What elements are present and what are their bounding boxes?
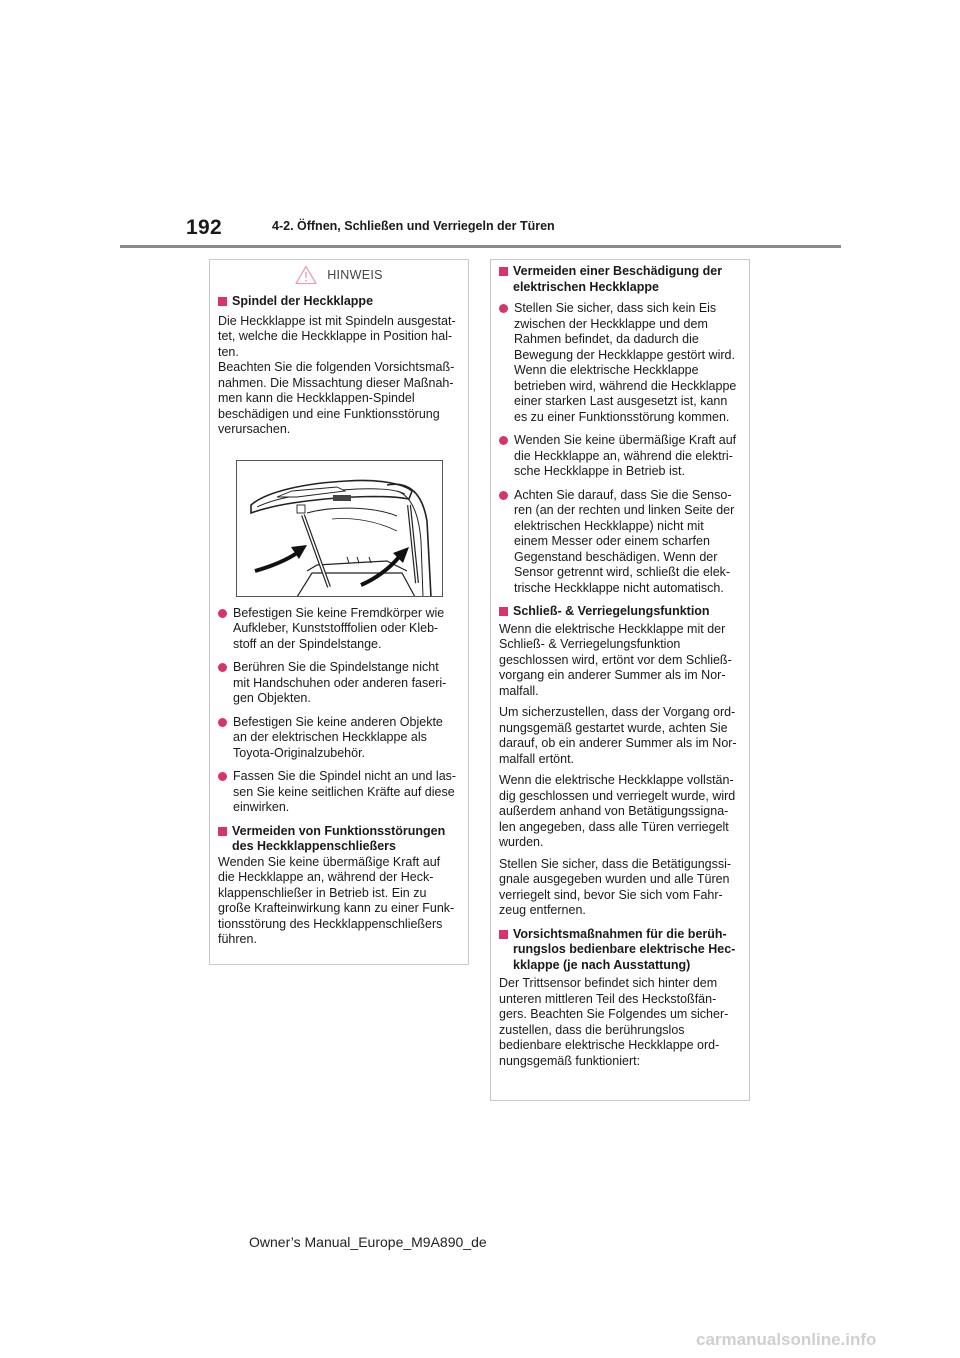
bullet-text: Wenden Sie keine übermäßige Kraft auf die Heckklappe an, während die elektri- sche Heckklappe in Betrieb ist. (514, 433, 737, 478)
bullet-text: Achten Sie darauf, dass Sie die Senso- ren (an der rechten und linken Seite der elektrischen Heckklappe) nicht mit einem Messer oder einem scharfen Gegenstand beschädigen. Wenn der Sensor getrennt wird, schließt die elek- trische Heckklappe nicht automatisch. (514, 487, 735, 595)
lock-paragraph: Wenn die elektrische Heckklappe mit der Schließ- & Verriegelungsfunktion geschlossen wird, ertönt vor dem Schließ- vorgang ein anderer Summer als im Nor- malfall. (499, 621, 732, 698)
bullet-item (499, 488, 741, 597)
round-bullet-icon (218, 663, 227, 672)
kick-sensor-paragraph: Der Trittsensor befindet sich hinter dem unteren mittleren Teil des Heckstoßfän- gers. Beachten Sie Folgendes um sicher- zustellen, dass die berührungslos bedienbare elektrische Heckklappe ord- nungsgemäß funktioniert: (499, 976, 729, 1068)
heading-text: Spindel der Heckklappe (232, 294, 374, 308)
lock-paragraph: Stellen Sie sicher, dass die Betätigungssi- gnale ausgegeben wurden und alle Türen verriegelt sind, bevor Sie sich vom Fahr- zeug entfernen. (499, 856, 732, 917)
section-heading-spindle (218, 294, 460, 310)
square-bullet-icon (499, 607, 508, 616)
header-rule (120, 245, 841, 248)
heading-text: Vermeiden einer Beschädigung der elektrischen Heckklappe (513, 264, 723, 294)
square-bullet-icon (218, 297, 227, 306)
bullet-text: Fassen Sie die Spindel nicht an und las- sen Sie keine seitlichen Kräfte auf diese einwirken. (233, 769, 457, 814)
spindle-paragraph: Die Heckklappe ist mit Spindeln ausgestat- tet, welche die Heckklappe in Position hal- ten. Beachten Sie die folgenden Vorsichtsmaß- nahmen. Die Missachtung dieser Maßnah- men kann die Heckklappen-Spindel beschädigen und eine Funktionsstörung verursachen. (218, 313, 456, 436)
notice-box-right (490, 259, 750, 1101)
notice-label: HINWEIS (327, 268, 383, 282)
bullet-text: Befestigen Sie keine anderen Objekte an der elektrischen Heckklappe als Toyota-Originalzubehör. (233, 714, 443, 760)
round-bullet-icon (218, 718, 227, 727)
tailgate-spindle-illustration (236, 460, 443, 597)
bullet-text: Stellen Sie sicher, dass sich kein Eis zwischen der Heckklappe und dem Rahmen befindet, da dadurch die Bewegung der Heckklappe gestört wird. Wenn die elektrische Heckklappe betrieben wird, während die Heckklappe einer starken Last ausgesetzt ist, kann es zu einer Funktionsstörung kommen. (514, 301, 737, 424)
chapter-title: 4-2. Öffnen, Schließen und Verriegeln der Türen (272, 219, 555, 233)
bullet-item (218, 660, 460, 707)
round-bullet-icon (499, 304, 508, 313)
section-heading-closer (218, 824, 460, 855)
closer-paragraph: Wenden Sie keine übermäßige Kraft auf die Heckklappe an, während der Heck- klappenschließer in Betrieb ist. Ein zu große Krafteinwirkung kann zu einer Funk- tionsstörung des Heckklappenschließers führen. (218, 854, 455, 946)
round-bullet-icon (218, 772, 227, 781)
heading-text: Vermeiden von Funktionsstörungen des Heckklappenschließers (232, 823, 446, 853)
footer-document-id: Owner’s Manual_Europe_M9A890_de (249, 1234, 487, 1250)
page-number: 192 (186, 216, 222, 239)
bullet-item (218, 715, 460, 762)
bullet-item (499, 301, 741, 425)
heading-text: Vorsichtsmaßnahmen für die berüh- rungslos bedienbare elektrische Hec- kklappe (je nach Ausstattung) (513, 926, 736, 972)
round-bullet-icon (499, 436, 508, 445)
square-bullet-icon (218, 827, 227, 836)
round-bullet-icon (499, 491, 508, 500)
bullet-item (218, 606, 460, 653)
section-heading-damage (499, 264, 741, 295)
square-bullet-icon (499, 267, 508, 276)
round-bullet-icon (218, 609, 227, 618)
section-heading-lock (499, 604, 741, 620)
bullet-text: Berühren Sie die Spindelstange nicht mit Handschuhen oder anderen faseri- gen Objekten. (233, 660, 447, 705)
square-bullet-icon (499, 930, 508, 939)
bullet-item (499, 433, 741, 480)
section-heading-kick-sensor (499, 927, 741, 974)
warning-triangle-icon (295, 265, 317, 285)
notice-header (218, 260, 460, 290)
watermark: carmanualsonline.info (696, 1330, 877, 1349)
bullet-text: Befestigen Sie keine Fremdkörper wie Aufkleber, Kunststofffolien oder Kleb- stoff an der Spindelstange. (233, 605, 445, 651)
heading-text: Schließ- & Verriegelungsfunktion (513, 604, 710, 618)
lock-paragraph: Wenn die elektrische Heckklappe vollstän- dig geschlossen und verriegelt wurde, wird außerdem anhand von Betätigungssigna- len angegeben, dass alle Türen verriegelt wurden. (499, 773, 736, 849)
bullet-item (218, 769, 460, 816)
notice-box-left (209, 259, 469, 965)
lock-paragraph: Um sicherzustellen, dass der Vorgang ord- nungsgemäß gestartet wurde, achten Sie darauf, ob ein anderer Summer als im Nor- malfall ertönt. (499, 705, 737, 766)
